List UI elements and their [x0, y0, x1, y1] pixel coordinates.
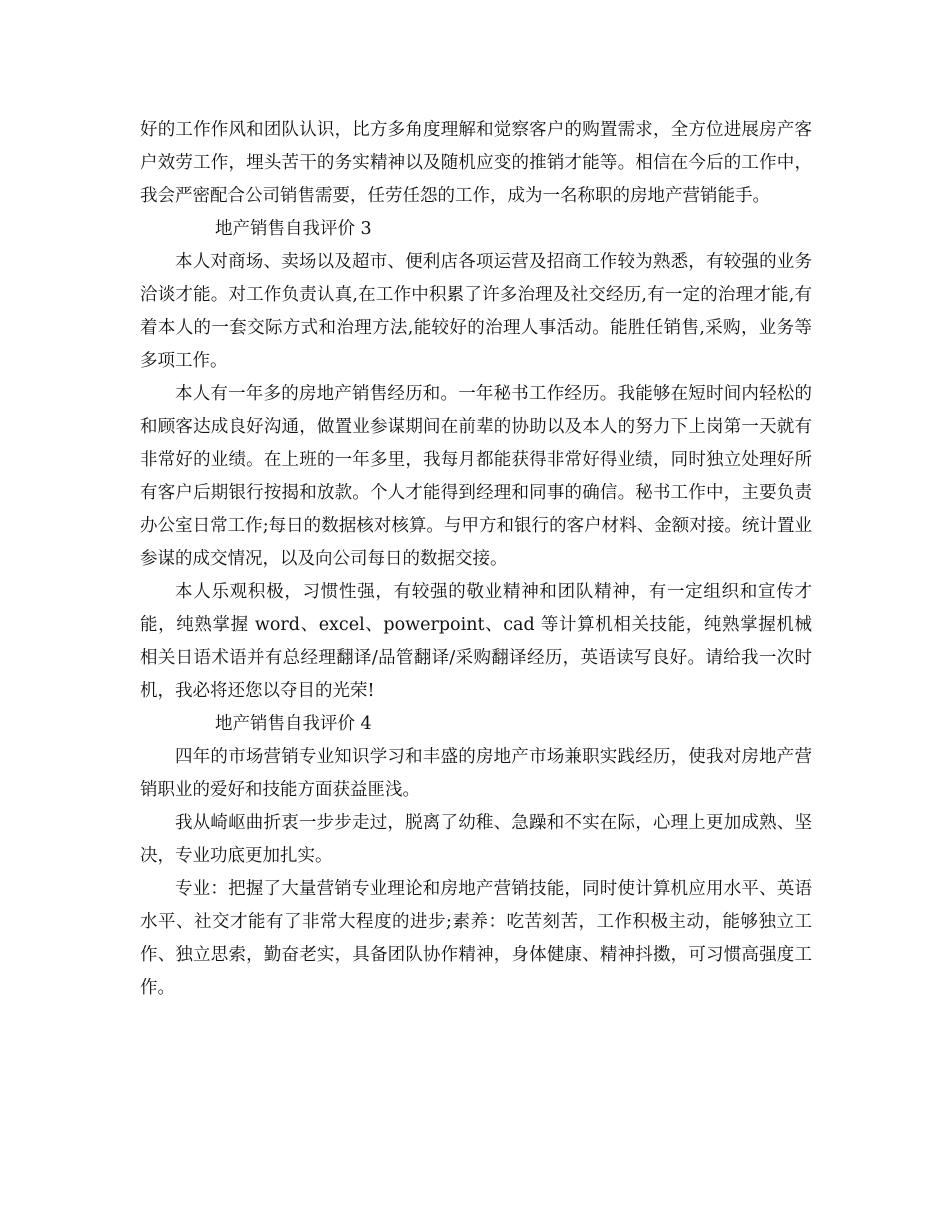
paragraph: 本人乐观积极，习惯性强，有较强的敬业精神和团队精神，有一定组织和宣传才能，纯熟掌握 word、excel、powerpoint、cad 等计算机相关技能，纯熟掌握机械相关日语术语并有总经理翻译/品管翻译/采购翻译经历，英语读写良好。请给我一次时机，我必将还您以夺目的光荣! — [140, 582, 812, 701]
paragraph: 好的工作作风和团队认识，比方多角度理解和觉察客户的购置需求，全方位进展房产客户效劳工作，埋头苦干的务实精神以及随机应变的推销才能等。相信在今后的工作中，我会严密配合公司销售需要，任劳任怨的工作，成为一名称职的房地产营销能手。 — [140, 120, 812, 206]
document-body — [140, 114, 812, 1005]
paragraph: 本人有一年多的房地产销售经历和。一年秘书工作经历。我能够在短时间内轻松的和顾客达成良好沟通，做置业参谋期间在前辈的协助以及本人的努力下上岗第一天就有非常好的业绩。在上班的一年多里，我每月都能获得非常好得业绩，同时独立处理好所有客户后期银行按揭和放款。个人才能得到经理和同事的确信。秘书工作中，主要负责办公室日常工作;每日的数据核对核算。与甲方和银行的客户材料、金额对接。统计置业参谋的成交情况，以及向公司每日的数据交接。 — [140, 384, 812, 569]
paragraph: 专业：把握了大量营销专业理论和房地产营销技能，同时使计算机应用水平、英语水平、社交才能有了非常大程度的进步;素养：吃苦刻苦，工作积极主动，能够独立工作、独立思索，勤奋老实，具备团队协作精神，身体健康、精神抖擞，可习惯高强度工作。 — [140, 879, 812, 998]
section-heading: 地产销售自我评价 4 — [215, 714, 372, 734]
paragraph: 本人对商场、卖场以及超市、便利店各项运营及招商工作较为熟悉，有较强的业务洽谈才能。对工作负责认真,在工作中积累了许多治理及社交经历,有一定的治理才能,有着本人的一套交际方式和治理方法,能较好的治理人事活动。能胜任销售,采购，业务等多项工作。 — [140, 252, 812, 371]
paragraph: 我从崎岖曲折衷一步步走过，脱离了幼稚、急躁和不实在际，心理上更加成熟、坚决，专业功底更加扎实。 — [140, 813, 812, 866]
section-heading: 地产销售自我评价 3 — [215, 219, 372, 239]
paragraph: 四年的市场营销专业知识学习和丰盛的房地产市场兼职实践经历，使我对房地产营销职业的爱好和技能方面获益匪浅。 — [140, 747, 812, 800]
